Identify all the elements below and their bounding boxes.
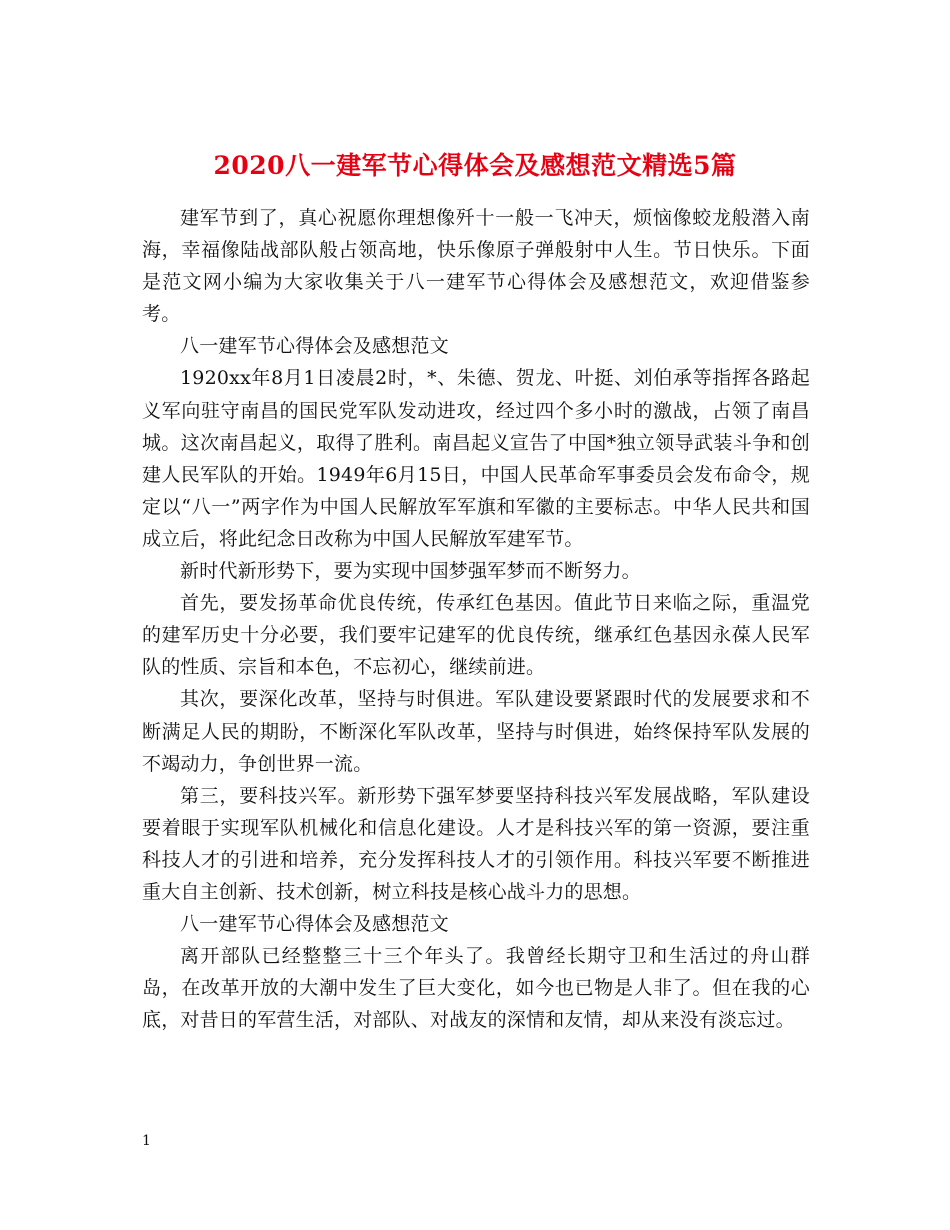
section-heading-2: 八一建军节心得体会及感想范文 [180,913,449,936]
paragraph-first: 首先，要发扬革命优良传统，传承红色基因。值此节日来临之际，重温党的建军历史十分必要，我们要牢记建军的优良传统，继承红色基因永葆人民军队的性质、宗旨和本色，不忘初心，继续前进。 [142,592,810,679]
document-body [142,202,810,1036]
page-number: 1 [142,1133,151,1149]
paragraph-new-era: 新时代新形势下，要为实现中国梦强军梦而不断努力。 [180,560,641,583]
document-title: 2020八一建军节心得体会及感想范文精选5篇 [213,150,737,180]
section-heading-1: 八一建军节心得体会及感想范文 [180,335,449,358]
paragraph-intro: 建军节到了，真心祝愿你理想像歼十一般一飞冲天，烦恼像蛟龙般潜入南海，幸福像陆战部队般占领高地，快乐像原子弹般射中人生。节日快乐。下面是范文网小编为大家收集关于八一建军节心得体会及感想范文，欢迎借鉴参考。 [142,207,810,326]
paragraph-third: 第三，要科技兴军。新形势下强军梦要坚持科技兴军发展战略，军队建设要着眼于实现军队机械化和信息化建设。人才是科技兴军的第一资源，要注重科技人才的引进和培养，充分发挥科技人才的引领作用。科技兴军要不断推进重大自主创新、技术创新，树立科技是核心战斗力的思想。 [142,784,810,903]
paragraph-history: 1920xx年8月1日凌晨2时，*、朱德、贺龙、叶挺、刘伯承等指挥各路起义军向驻守南昌的国民党军队发动进攻，经过四个多小时的激战，占领了南昌城。这次南昌起义，取得了胜利。南昌起义宣告了中国*独立领导武装斗争和创建人民军队的开始。1949年6月15日，中国人民革命军事委员会发布命令，规定以“八一”两字作为中国人民解放军军旗和军徽的主要标志。中华人民共和国成立后，将此纪念日改称为中国人民解放军建军节。 [142,367,810,550]
paragraph-second: 其次，要深化改革，坚持与时俱进。军队建设要紧跟时代的发展要求和不断满足人民的期盼，不断深化军队改革，坚持与时俱进，始终保持军队发展的不竭动力，争创世界一流。 [142,688,810,775]
paragraph-memories: 离开部队已经整整三十三个年头了。我曾经长期守卫和生活过的舟山群岛，在改革开放的大潮中发生了巨大变化，如今也已物是人非了。但在我的心底，对昔日的军营生活，对部队、对战友的深情和友情，却从来没有淡忘过。 [142,945,810,1032]
